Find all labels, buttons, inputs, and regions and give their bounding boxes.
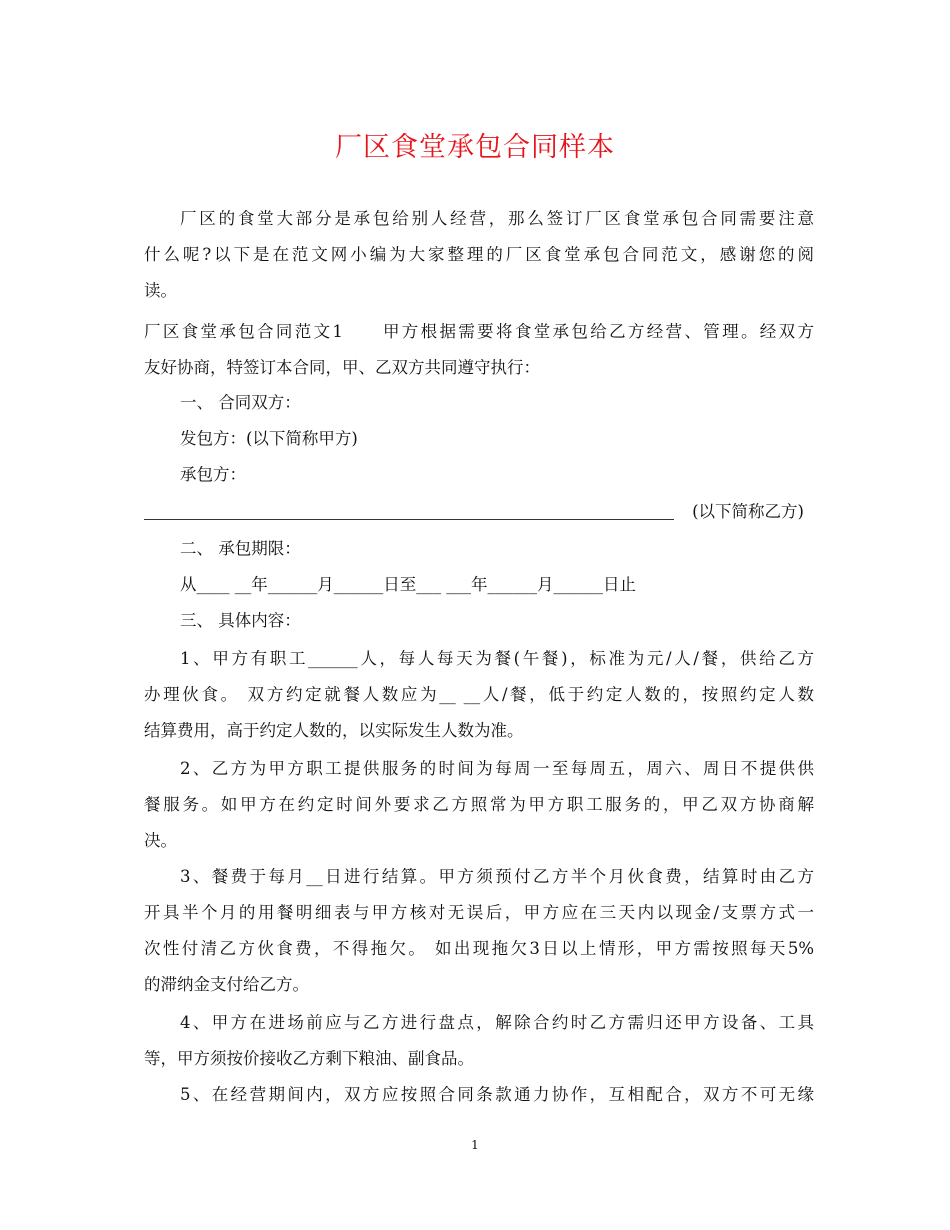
section2-heading: 二、 承包期限： bbox=[180, 539, 301, 558]
clause4-line: 等，甲方须按价接收乙方剩下粮油、副食品。 bbox=[144, 1049, 474, 1068]
party-b-blank-row bbox=[144, 498, 814, 526]
party-b-line: 承包方： bbox=[180, 465, 246, 484]
section1-heading: 一、 合同双方： bbox=[180, 393, 301, 412]
term-line: 从____ __年______月______日至___ ___年______月______日止 bbox=[180, 575, 636, 594]
clause1-line: 1、甲方有职工______人，每人每天为餐(午餐)，标准为元/人/餐，供给乙方 bbox=[180, 649, 814, 668]
clause1-line: 结算费用，高于约定人数的，以实际发生人数为准。 bbox=[144, 721, 524, 740]
sample-line: 厂区食堂承包合同范文1 甲方根据需要将食堂承包给乙方经营、管理。经双方 bbox=[144, 322, 814, 341]
clause3-line: 的滞纳金支付给乙方。 bbox=[144, 975, 309, 994]
clause4-line: 4、甲方在进场前应与乙方进行盘点，解除合约时乙方需归还甲方设备、工具 bbox=[180, 1013, 814, 1032]
section3-heading: 三、 具体内容： bbox=[180, 611, 301, 630]
document-title: 厂区食堂承包合同样本 bbox=[335, 132, 615, 163]
clause2-line: 2、乙方为甲方职工提供服务的时间为每周一至每周五，周六、周日不提供供 bbox=[180, 759, 814, 778]
party-a-line: 发包方：(以下简称甲方) bbox=[180, 429, 358, 448]
clause3-line: 3、餐费于每月__日进行结算。甲方须预付乙方半个月伙食费，结算时由乙方 bbox=[180, 867, 814, 886]
clause2-line: 餐服务。如甲方在约定时间外要求乙方照常为甲方职工服务的，甲乙双方协商解 bbox=[144, 795, 814, 814]
clause5-line: 5、在经营期间内，双方应按照合同条款通力协作，互相配合，双方不可无缘 bbox=[180, 1085, 814, 1104]
intro-line: 读。 bbox=[144, 281, 177, 300]
clause1-line: 办理伙食。 双方约定就餐人数应为__ __人/餐，低于约定人数的，按照约定人数 bbox=[144, 685, 814, 704]
clause3-line: 开具半个月的用餐明细表与甲方核对无误后，甲方应在三天内以现金/支票方式一 bbox=[144, 903, 814, 922]
party-b-suffix: (以下简称乙方) bbox=[692, 502, 804, 521]
party-b-blank-line bbox=[144, 519, 674, 520]
intro-line: 什么呢?以下是在范文网小编为大家整理的厂区食堂承包合同范文，感谢您的阅 bbox=[144, 245, 814, 264]
clause2-line: 决。 bbox=[144, 831, 177, 850]
clause3-line: 次性付清乙方伙食费，不得拖欠。 如出现拖欠3日以上情形，甲方需按照每天5% bbox=[144, 939, 814, 958]
sample-line: 友好协商，特签订本合同，甲、乙双方共同遵守执行： bbox=[144, 358, 540, 377]
intro-line: 厂区的食堂大部分是承包给别人经营，那么签订厂区食堂承包合同需要注意 bbox=[180, 209, 814, 228]
page-number: 1 bbox=[471, 1138, 479, 1152]
